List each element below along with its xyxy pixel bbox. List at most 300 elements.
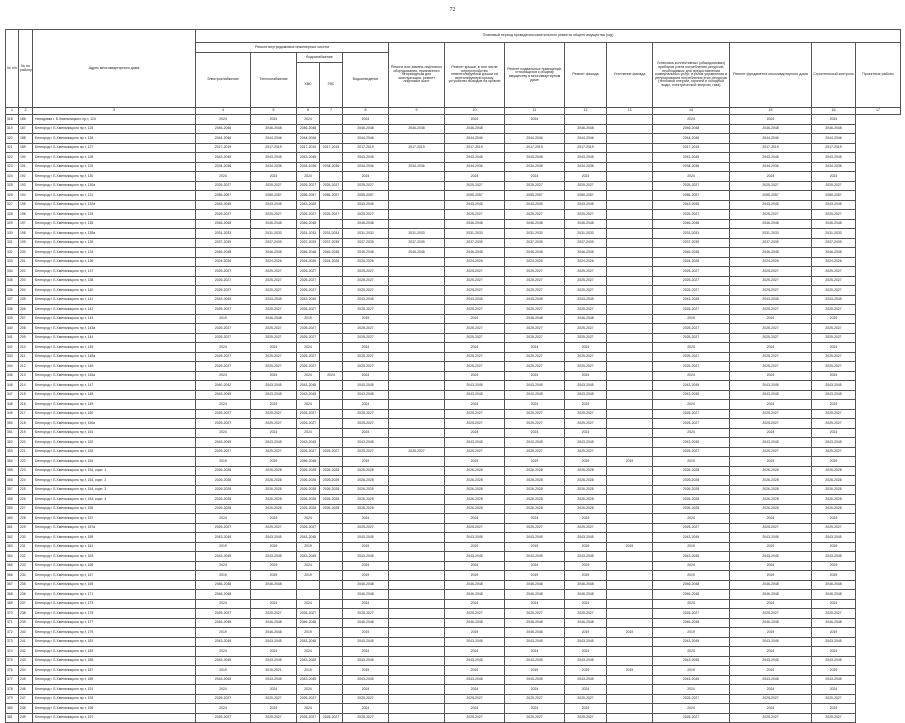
row-period-cell — [389, 495, 445, 505]
row-period-cell: 2026-2028 — [730, 466, 812, 476]
row-period-cell: 2055-2057 — [251, 191, 297, 201]
row-address: Белгород г. Б.Хмельницкого пр-т, 177 — [33, 618, 196, 628]
row-address: Белгород г. Б.Хмельницкого пр-т, 137 — [33, 267, 196, 277]
row-period-cell: 2034-2036 — [343, 162, 389, 172]
row-period-cell: 2019 — [812, 457, 856, 467]
row-period-cell — [389, 333, 445, 343]
row-period-cell: 2046-2048 — [343, 219, 389, 229]
row-period-cell: 2024 — [653, 647, 730, 657]
row-period-cell — [389, 704, 445, 714]
row-period-cell: 2024 — [505, 400, 565, 410]
column-index-cell: 8 — [343, 108, 389, 115]
row-period-cell: 2037-2039 — [730, 238, 812, 248]
row-period-cell: 2024 — [196, 704, 251, 714]
row-period-cell: 2026-2028 — [730, 504, 812, 514]
row-period-cell: 2025-2027 — [251, 333, 297, 343]
table-row — [6, 580, 901, 590]
table-row — [6, 409, 901, 419]
row-period-cell: 2025-2027 — [812, 523, 856, 533]
row-period-cell: 2046-2048 — [653, 124, 730, 134]
row-district-number: 196 — [19, 210, 33, 220]
row-period-cell: 2025-2027 — [196, 267, 251, 277]
row-period-cell: 2026-2028 — [297, 485, 320, 495]
row-period-cell: 2026-2028 — [343, 485, 389, 495]
row-period-cell: 2024 — [297, 704, 320, 714]
row-period-cell: 2019 — [297, 542, 320, 552]
table-row — [6, 561, 901, 571]
row-period-cell — [389, 181, 445, 191]
row-period-cell — [607, 267, 653, 277]
row-number: 348 — [6, 400, 19, 410]
row-period-cell — [607, 295, 653, 305]
row-period-cell: 2043-2045 — [653, 390, 730, 400]
row-period-cell: 2024 — [812, 704, 856, 714]
row-period-cell: 2026-2028 — [565, 466, 607, 476]
row-address: Белгород г. Б.Хмельницкого пр-т, 193 — [33, 694, 196, 704]
row-period-cell: 2025-2027 — [653, 181, 730, 191]
row-period-cell: 2043-2045 — [251, 675, 297, 685]
row-period-cell: 2019 — [730, 571, 812, 581]
row-period-cell: 2024 — [565, 599, 607, 609]
row-period-cell: 2046-2048 — [730, 618, 812, 628]
row-period-cell: 2024 — [730, 685, 812, 695]
row-period-cell — [607, 276, 653, 286]
row-period-cell: 2025-2027 — [196, 286, 251, 296]
row-period-cell: 2046-2048 — [565, 314, 607, 324]
row-period-cell: 2019 — [196, 457, 251, 467]
row-period-cell — [607, 675, 653, 685]
row-period-cell: 2037-2039 — [389, 238, 445, 248]
row-address: Белгород г. Б.Хмельницкого пр-т, 138 — [33, 276, 196, 286]
row-period-cell: 2025-2027 — [730, 181, 812, 191]
row-address: Белгород г. Б.Хмельницкого пр-т, 141 — [33, 295, 196, 305]
row-period-cell: 2044-2046 — [445, 134, 505, 144]
row-period-cell: 2025-2027 — [730, 409, 812, 419]
row-period-cell — [320, 542, 343, 552]
table-row — [6, 552, 901, 562]
row-period-cell — [320, 428, 343, 438]
row-period-cell: 2017-2019 — [812, 143, 856, 153]
header-water: Водоснабжение — [297, 53, 343, 63]
row-period-cell: 2025-2027 — [812, 333, 856, 343]
row-period-cell — [320, 409, 343, 419]
row-period-cell — [389, 267, 445, 277]
row-address: Белгород г. Б.Хмельницкого пр-т, 165 — [33, 561, 196, 571]
row-period-cell: 2026-2028 — [320, 504, 343, 514]
table-row — [6, 305, 901, 315]
row-period-cell: 2019 — [653, 542, 730, 552]
row-period-cell: 2017-2019 — [653, 143, 730, 153]
row-period-cell: 2043-2045 — [251, 295, 297, 305]
row-period-cell: 2046-2048 — [343, 618, 389, 628]
table-row — [6, 666, 901, 676]
row-period-cell: 2024 — [196, 428, 251, 438]
row-period-cell: 2025-2027 — [445, 333, 505, 343]
row-period-cell: 2046-2048 — [196, 580, 251, 590]
row-period-cell: 2043-2045 — [812, 295, 856, 305]
row-period-cell: 2019 — [343, 314, 389, 324]
row-period-cell: 2019 — [196, 666, 251, 676]
row-period-cell: 2024 — [505, 115, 565, 125]
row-period-cell: 2055-2057 — [812, 191, 856, 201]
row-period-cell: 2046-2048 — [251, 248, 297, 258]
row-period-cell: 2019 — [565, 666, 607, 676]
row-period-cell: 2046-2048 — [565, 618, 607, 628]
row-period-cell: 2025-2027 — [505, 609, 565, 619]
row-period-cell: 2046-2048 — [343, 248, 389, 258]
row-period-cell: 2024 — [653, 400, 730, 410]
row-period-cell: 2046-2048 — [320, 248, 343, 258]
row-period-cell: 2025-2027 — [565, 694, 607, 704]
row-period-cell: 2019 — [607, 666, 653, 676]
row-period-cell: 2025-2027 — [565, 409, 607, 419]
row-period-cell — [389, 466, 445, 476]
row-period-cell — [607, 694, 653, 704]
row-period-cell: 2024 — [730, 428, 812, 438]
row-period-cell: 2043-2045 — [297, 637, 320, 647]
row-period-cell: 2044-2046 — [343, 134, 389, 144]
row-period-cell: 2026-2028 — [297, 476, 320, 486]
row-period-cell: 2024 — [505, 343, 565, 353]
row-period-cell — [607, 447, 653, 457]
row-period-cell: 2025-2027 — [505, 523, 565, 533]
row-period-cell — [320, 533, 343, 543]
row-period-cell — [607, 286, 653, 296]
row-period-cell: 2019 — [343, 457, 389, 467]
row-period-cell: 2025-2027 — [730, 609, 812, 619]
table-row — [6, 238, 901, 248]
row-period-cell: 2019 — [730, 666, 812, 676]
row-period-cell: 2019 — [607, 457, 653, 467]
row-period-cell: 2019 — [196, 628, 251, 638]
row-number: 326 — [6, 191, 19, 201]
row-period-cell: 2025-2027 — [389, 447, 445, 457]
row-period-cell: 2044-2046 — [812, 134, 856, 144]
row-period-cell — [607, 400, 653, 410]
table-row — [6, 124, 901, 134]
row-period-cell — [607, 390, 653, 400]
row-period-cell: 2026-2028 — [730, 485, 812, 495]
row-period-cell: 2046-2048 — [297, 219, 320, 229]
row-period-cell: 2046-2048 — [730, 124, 812, 134]
row-address: Белгород г. Б.Хмельницкого пр-т, 130а — [33, 181, 196, 191]
row-number: 345 — [6, 371, 19, 381]
row-period-cell: 2025-2027 — [196, 523, 251, 533]
row-period-cell: 2025-2027 — [445, 409, 505, 419]
row-period-cell — [389, 286, 445, 296]
row-district-number: 219 — [19, 428, 33, 438]
table-row — [6, 571, 901, 581]
row-period-cell: 2045-2046 — [196, 124, 251, 134]
row-period-cell: 2025-2027 — [565, 276, 607, 286]
row-address: Белгород г. Б.Хмельницкого пр-т, 163 — [33, 552, 196, 562]
row-period-cell: 2019 — [343, 571, 389, 581]
row-district-number: 240 — [19, 628, 33, 638]
row-address: Нелидовка г. Б.Хмельницкого пр-т, 124 — [33, 115, 196, 125]
row-period-cell: 2043-2045 — [297, 552, 320, 562]
row-period-cell — [389, 571, 445, 581]
table-row — [6, 143, 901, 153]
row-number: 325 — [6, 181, 19, 191]
row-period-cell: 2024 — [343, 172, 389, 182]
row-period-cell: 2024 — [297, 599, 320, 609]
row-period-cell: 2025-2027 — [343, 409, 389, 419]
header-address: Адрес многоквартирного дома — [33, 30, 196, 108]
row-period-cell: 2043-2045 — [730, 381, 812, 391]
row-period-cell: 2025-2027 — [343, 267, 389, 277]
row-number: 358 — [6, 495, 19, 505]
row-period-cell: 2025-2027 — [812, 362, 856, 372]
row-period-cell: 2025-2027 — [251, 305, 297, 315]
row-district-number: 236 — [19, 590, 33, 600]
row-district-number: 211 — [19, 352, 33, 362]
row-period-cell: 2044-2046 — [653, 134, 730, 144]
row-period-cell — [320, 656, 343, 666]
row-period-cell: 2019 — [730, 542, 812, 552]
row-period-cell: 2046-2048 — [730, 580, 812, 590]
row-period-cell: 2025-2027 — [320, 713, 343, 723]
row-period-cell — [607, 637, 653, 647]
table-row — [6, 191, 901, 201]
row-period-cell: 2025-2027 — [297, 267, 320, 277]
row-address: Белгород г. Б.Хмельницкого пр-т, 142 — [33, 305, 196, 315]
row-period-cell — [607, 153, 653, 163]
row-number: 356 — [6, 476, 19, 486]
row-number: 324 — [6, 172, 19, 182]
row-period-cell: 2024 — [565, 428, 607, 438]
row-district-number: 216 — [19, 400, 33, 410]
row-period-cell: 2046-2048 — [505, 590, 565, 600]
row-period-cell: 2044-2046 — [730, 134, 812, 144]
row-period-cell: 2019 — [653, 666, 730, 676]
row-number: 347 — [6, 390, 19, 400]
row-period-cell — [607, 257, 653, 267]
row-number: 379 — [6, 694, 19, 704]
row-number: 334 — [6, 267, 19, 277]
row-period-cell: 2025-2027 — [297, 362, 320, 372]
row-period-cell: 2024 — [565, 685, 607, 695]
row-period-cell: 2026-2028 — [343, 495, 389, 505]
row-district-number: 186 — [19, 115, 33, 125]
row-period-cell: 2046-2048 — [445, 124, 505, 134]
row-district-number: 231 — [19, 542, 33, 552]
row-period-cell: 2043-2045 — [505, 381, 565, 391]
row-district-number: 207 — [19, 314, 33, 324]
row-period-cell: 2031-2033 — [565, 229, 607, 239]
row-period-cell: 2025-2027 — [320, 181, 343, 191]
row-period-cell: 2025-2027 — [343, 286, 389, 296]
row-period-cell: 2025-2027 — [653, 713, 730, 723]
table-row — [6, 362, 901, 372]
row-period-cell: 2024 — [196, 599, 251, 609]
row-period-cell: 2025-2027 — [251, 523, 297, 533]
row-period-cell: 2024 — [445, 561, 505, 571]
row-period-cell: 2019 — [812, 542, 856, 552]
row-address: Белгород г. Б.Хмельницкого пр-т, 153 — [33, 447, 196, 457]
row-period-cell: 2025-2027 — [505, 362, 565, 372]
row-district-number: 214 — [19, 381, 33, 391]
table-row — [6, 400, 901, 410]
row-period-cell: 2043-2045 — [565, 675, 607, 685]
row-period-cell: 2043-2045 — [297, 533, 320, 543]
header-facade-insulation: Утепление фасада — [607, 43, 653, 108]
row-period-cell: 2031-2033 — [730, 229, 812, 239]
row-period-cell: 2034-2036 — [653, 162, 730, 172]
row-period-cell: 2025-2027 — [653, 352, 730, 362]
row-district-number: 245 — [19, 675, 33, 685]
row-period-cell — [607, 552, 653, 562]
row-period-cell: 2024 — [196, 115, 251, 125]
row-number: 341 — [6, 333, 19, 343]
row-period-cell: 2024 — [343, 647, 389, 657]
table-row — [6, 542, 901, 552]
row-number: 354 — [6, 457, 19, 467]
row-period-cell: 2025-2027 — [343, 333, 389, 343]
row-period-cell: 2046-2048 — [251, 628, 297, 638]
row-period-cell: 2043-2045 — [445, 381, 505, 391]
row-period-cell: 2055-2057 — [297, 191, 320, 201]
row-period-cell: 2043-2045 — [343, 438, 389, 448]
row-period-cell: 2046-2048 — [445, 580, 505, 590]
row-period-cell: 2025-2027 — [730, 210, 812, 220]
table-row — [6, 694, 901, 704]
row-period-cell: 2024-2026 — [251, 257, 297, 267]
row-period-cell: 2025-2027 — [653, 210, 730, 220]
row-address: Белгород г. Б.Хмельницкого пр-т, 154, корп. 2 — [33, 476, 196, 486]
row-period-cell: 2043-2045 — [565, 295, 607, 305]
row-address: Белгород г. Б.Хмельницкого пр-т, 134 — [33, 248, 196, 258]
row-period-cell: 2017-2019 — [251, 143, 297, 153]
row-period-cell: 2034-2036 — [812, 162, 856, 172]
table-row — [6, 257, 901, 267]
row-period-cell: 2025-2027 — [730, 276, 812, 286]
row-period-cell: 2024 — [297, 400, 320, 410]
row-period-cell — [389, 428, 445, 438]
row-period-cell: 2046-2048 — [730, 219, 812, 229]
row-period-cell: 2046-2048 — [812, 124, 856, 134]
row-district-number: 226 — [19, 495, 33, 505]
row-period-cell — [389, 219, 445, 229]
row-period-cell — [607, 704, 653, 714]
row-district-number: 247 — [19, 694, 33, 704]
row-period-cell — [320, 115, 343, 125]
row-period-cell: 2019 — [812, 571, 856, 581]
header-hvs: ХВС — [297, 63, 320, 108]
row-period-cell: 2024 — [343, 704, 389, 714]
table-row — [6, 466, 901, 476]
row-number: 337 — [6, 295, 19, 305]
row-period-cell: 2043-2045 — [196, 153, 251, 163]
row-period-cell: 2024 — [812, 343, 856, 353]
row-period-cell: 2043-2045 — [730, 552, 812, 562]
row-period-cell — [389, 314, 445, 324]
row-period-cell: 2024 — [343, 400, 389, 410]
row-period-cell: 2043-2045 — [812, 200, 856, 210]
header-period: Плановый период проведения капитального ремонта общего имущества (год) — [196, 30, 901, 43]
table-row — [6, 333, 901, 343]
row-period-cell: 2024-2026 — [653, 257, 730, 267]
row-period-cell: 2024 — [320, 371, 343, 381]
row-number: 372 — [6, 628, 19, 638]
row-period-cell — [607, 181, 653, 191]
row-district-number: 238 — [19, 609, 33, 619]
row-address: Белгород г. Б.Хмельницкого пр-т, 132а — [33, 200, 196, 210]
row-period-cell — [320, 675, 343, 685]
row-period-cell: 2024 — [343, 428, 389, 438]
row-period-cell: 2024-2026 — [196, 257, 251, 267]
row-district-number: 224 — [19, 476, 33, 486]
row-period-cell: 2024 — [297, 172, 320, 182]
row-period-cell: 2025-2027 — [730, 267, 812, 277]
row-period-cell: 2024 — [297, 428, 320, 438]
row-district-number: 243 — [19, 656, 33, 666]
row-period-cell: 2024 — [251, 172, 297, 182]
row-period-cell: 2031-2033 — [251, 229, 297, 239]
row-period-cell: 2024 — [565, 371, 607, 381]
row-period-cell: 2024 — [343, 599, 389, 609]
row-period-cell: 2025-2027 — [653, 305, 730, 315]
row-period-cell — [389, 438, 445, 448]
row-address: Белгород г. Б.Хмельницкого пр-т, 145 — [33, 343, 196, 353]
row-district-number: 235 — [19, 580, 33, 590]
row-period-cell: 2043-2045 — [196, 675, 251, 685]
row-period-cell: 2025-2027 — [565, 419, 607, 429]
row-period-cell: 2024 — [505, 704, 565, 714]
row-period-cell: 2043-2045 — [565, 656, 607, 666]
row-period-cell — [389, 134, 445, 144]
row-period-cell: 2024 — [505, 599, 565, 609]
column-index-cell: 17 — [856, 108, 901, 115]
row-period-cell: 2037-2039 — [320, 238, 343, 248]
row-period-cell: 2025-2027 — [320, 447, 343, 457]
row-period-cell: 2043-2045 — [653, 637, 730, 647]
row-period-cell — [607, 124, 653, 134]
row-period-cell: 2024 — [196, 172, 251, 182]
row-period-cell: 2043-2045 — [343, 200, 389, 210]
row-number: 319 — [6, 124, 19, 134]
row-period-cell: 2024 — [251, 343, 297, 353]
row-period-cell — [320, 637, 343, 647]
row-period-cell: 2024 — [565, 172, 607, 182]
row-number: 373 — [6, 637, 19, 647]
row-period-cell: 2025-2027 — [730, 713, 812, 723]
row-district-number: 223 — [19, 466, 33, 476]
row-period-cell — [389, 191, 445, 201]
column-index-cell: 5 — [251, 108, 297, 115]
row-district-number: 202 — [19, 267, 33, 277]
row-period-cell: 2025-2027 — [730, 362, 812, 372]
row-address: Белгород г. Б.Хмельницкого пр-т, 167 — [33, 571, 196, 581]
row-period-cell — [389, 628, 445, 638]
table-row — [6, 495, 901, 505]
row-period-cell: 2025-2027 — [812, 713, 856, 723]
row-address: Белгород г. Б.Хмельницкого пр-т, 189 — [33, 675, 196, 685]
row-period-cell: 2043-2045 — [445, 390, 505, 400]
row-period-cell: 2025-2027 — [251, 609, 297, 619]
row-period-cell: 2044-2046 — [251, 134, 297, 144]
row-period-cell: 2019 — [505, 666, 565, 676]
row-address: Белгород г. Б.Хмельницкого пр-т, 173 — [33, 599, 196, 609]
row-address: Белгород г. Б.Хмельницкого пр-т, 135 — [33, 219, 196, 229]
row-period-cell: 2043-2045 — [297, 295, 320, 305]
row-period-cell: 2019 — [196, 314, 251, 324]
row-period-cell: 2043-2045 — [505, 637, 565, 647]
row-period-cell: 2025-2027 — [730, 352, 812, 362]
row-period-cell: 2024 — [251, 561, 297, 571]
row-period-cell: 2025-2027 — [297, 352, 320, 362]
row-district-number: 192 — [19, 172, 33, 182]
column-index-cell: 3 — [33, 108, 196, 115]
